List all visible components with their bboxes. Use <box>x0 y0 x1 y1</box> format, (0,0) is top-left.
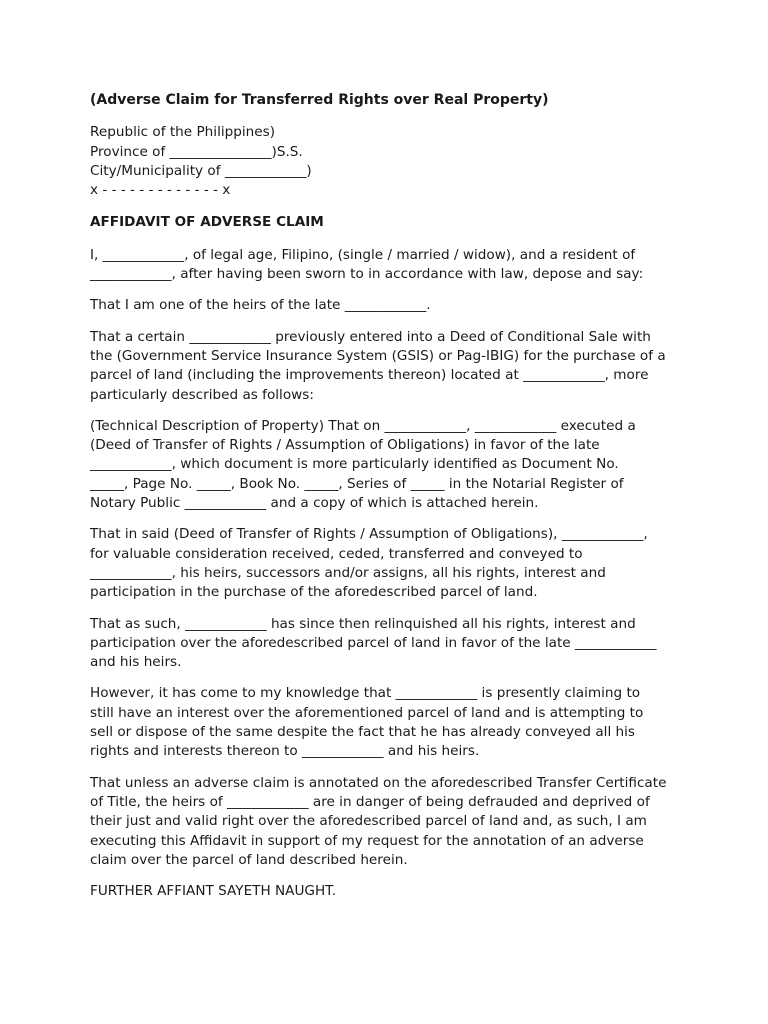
affidavit-heading: AFFIDAVIT OF ADVERSE CLAIM <box>90 214 324 231</box>
paragraph-line: rights and interests thereon to ____________ and his heirs. <box>90 743 480 760</box>
paragraph-line: ____________, which document is more particularly identified as Document No. <box>90 456 619 473</box>
paragraph-line: still have an interest over the aforementioned parcel of land and is attempting to <box>90 704 644 721</box>
document-page <box>90 91 690 901</box>
venue-line-city: City/Municipality of ____________) <box>90 162 312 179</box>
paragraph-line: That in said (Deed of Transfer of Rights / Assumption of Obligations), ____________, <box>90 526 648 543</box>
paragraph-line: parcel of land (including the improvements thereon) located at ____________, more <box>90 367 649 384</box>
paragraph-line: claim over the parcel of land described herein. <box>90 851 408 868</box>
paragraph-line: However, it has come to my knowledge that ____________ is presently claiming to <box>90 685 641 702</box>
paragraph-line: That I am one of the heirs of the late ____________. <box>90 297 431 314</box>
venue-block <box>90 123 690 200</box>
paragraph-line: I, ____________, of legal age, Filipino, (single / married / widow), and a resident of <box>90 246 636 263</box>
paragraph-line: _____, Page No. _____, Book No. _____, Series of _____ in the Notarial Register of <box>90 475 624 492</box>
paragraph-conditional-sale <box>90 328 690 405</box>
paragraph-relinquishment <box>90 615 690 673</box>
venue-line-separator: x - - - - - - - - - - - - - x <box>90 182 231 199</box>
paragraph-line: of Title, the heirs of ____________ are in danger of being defrauded and deprived of <box>90 793 650 810</box>
paragraph-line: and his heirs. <box>90 654 182 671</box>
paragraph-line: ____________, his heirs, successors and/or assigns, all his rights, interest and <box>90 564 606 581</box>
venue-line-province: Province of _______________)S.S. <box>90 143 303 160</box>
paragraph-line: Notary Public ____________ and a copy of which is attached herein. <box>90 495 539 512</box>
paragraph-adverse-claimant <box>90 684 690 761</box>
paragraph-line: participation in the purchase of the aforedescribed parcel of land. <box>90 584 538 601</box>
document-title: (Adverse Claim for Transferred Rights over Real Property) <box>90 92 549 108</box>
paragraph-technical-description <box>90 417 690 513</box>
paragraph-line: sell or dispose of the same despite the fact that he has already conveyed all his <box>90 724 636 741</box>
paragraph-line: their just and valid right over the aforedescribed parcel of land and, as such, I am <box>90 813 647 830</box>
paragraph-annotation-request <box>90 774 690 870</box>
paragraph-line: the (Government Service Insurance System (GSIS) or Pag-IBIG) for the purchase of a <box>90 347 666 364</box>
paragraph-line: executing this Affidavit in support of my request for the annotation of an adverse <box>90 832 644 849</box>
paragraph-affiant-intro <box>90 246 690 285</box>
paragraph-line: That a certain ____________ previously entered into a Deed of Conditional Sale with <box>90 328 651 345</box>
paragraph-line: (Deed of Transfer of Rights / Assumption of Obligations) in favor of the late <box>90 437 600 454</box>
paragraph-line: (Technical Description of Property) That on ____________, ____________ executed a <box>90 417 636 434</box>
paragraph-transfer-of-rights <box>90 525 690 602</box>
closing-statement: FURTHER AFFIANT SAYETH NAUGHT. <box>90 883 337 900</box>
paragraph-line: ____________, after having been sworn to in accordance with law, depose and say: <box>90 266 644 283</box>
paragraph-line: participation over the aforedescribed parcel of land in favor of the late ____________ <box>90 634 657 651</box>
paragraph-line: That as such, ____________ has since then relinquished all his rights, interest and <box>90 615 636 632</box>
paragraph-line: for valuable consideration received, ceded, transferred and conveyed to <box>90 545 583 562</box>
venue-line-republic: Republic of the Philippines) <box>90 124 276 141</box>
paragraph-heir-statement <box>90 296 690 315</box>
paragraph-line: particularly described as follows: <box>90 386 314 403</box>
paragraph-line: That unless an adverse claim is annotated on the aforedescribed Transfer Certificate <box>90 774 667 791</box>
